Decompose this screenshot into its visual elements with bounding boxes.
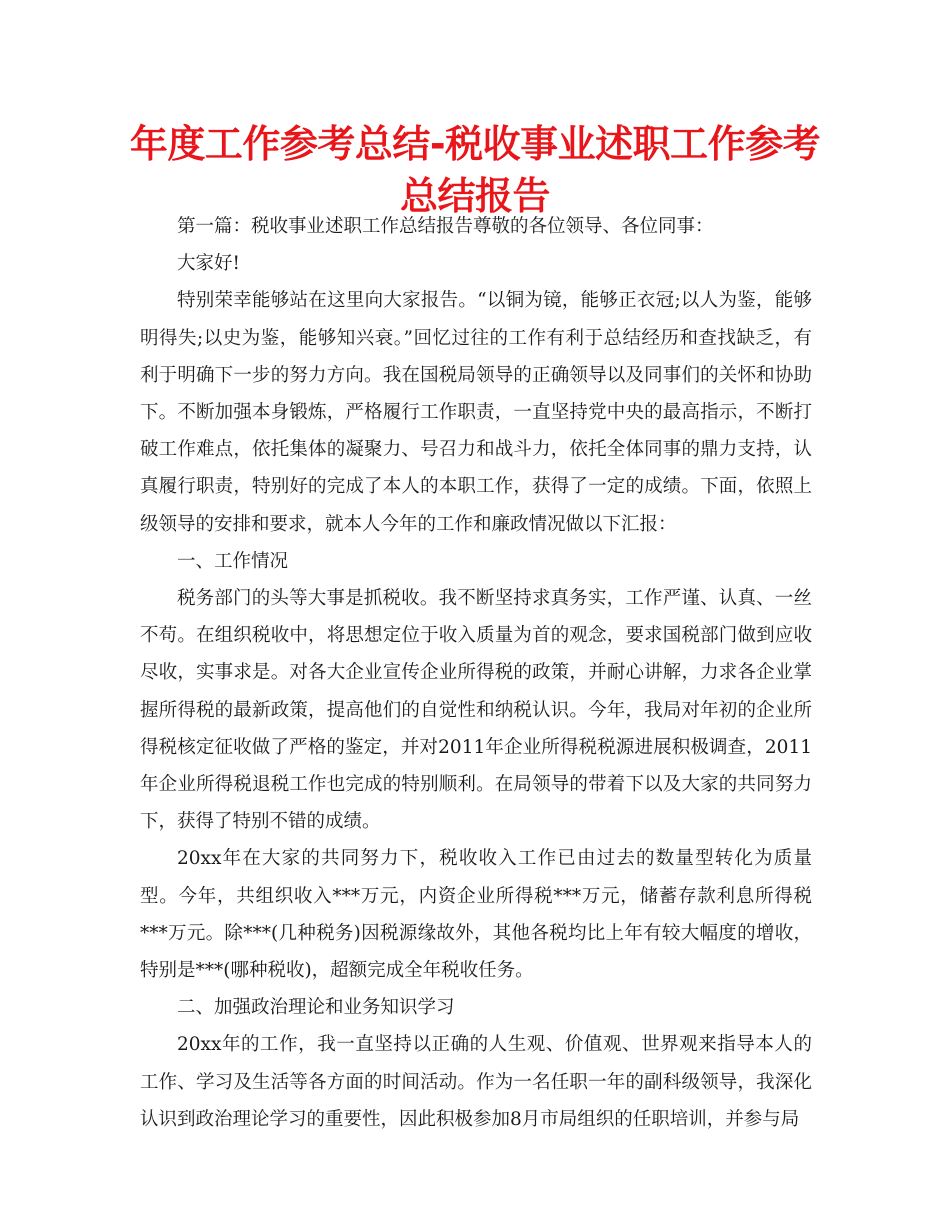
paragraph-tax-collection: 税务部门的头等大事是抓税收。我不断坚持求真务实，工作严谨、认真、一丝不苟。在组织税收中，将思想定位于收入质量为首的观念，要求国税部门做到应收尽收，实事求是。对各大企业宣传企业所得税的政策，并耐心讲解，力求各企业掌握所得税的最新政策，提高他们的自觉性和纳税认识。今年，我局对年初的企业所得税核定征收做了严格的鉴定，并对2011年企业所得税税源进展积极调查，2011年企业所得税退税工作也完成的特别顺利。在局领导的带着下以及大家的共同努力下，获得了特别不错的成绩。 (140, 588, 812, 833)
document-title: 年度工作参考总结-税收事业述职工作参考总结报告 (129, 122, 821, 218)
paragraph-greeting: 大家好! (177, 253, 240, 275)
paragraph-study: 20xx年的工作，我一直坚持以正确的人生观、价值观、世界观来指导本人的工作、学习及生活等各方面的时间活动。作为一名任职一年的副科级领导，我深化认识到政治理论学习的重要性，因此积极参加8月市局组织的任职培训，并参与局 (140, 1034, 812, 1130)
section-heading-work-situation: 一、工作情况 (177, 550, 289, 572)
section-heading-study: 二、加强政治理论和业务知识学习 (177, 997, 455, 1019)
paragraph-revenue-results: 20xx年在大家的共同努力下，税收收入工作已由过去的数量型转化为质量型。今年，共组织收入***万元，内资企业所得税***万元，储蓄存款利息所得税***万元。除***(几种税务)因税源缘故外，其他各税均比上年有较大幅度的增收，特别是***(哪种税收)，超额完成全年税收任务。 (140, 848, 812, 982)
paragraph-intro: 特别荣幸能够站在这里向大家报告。“以铜为镜，能够正衣冠;以人为鉴，能够明得失;以史为鉴，能够知兴衰。”回忆过往的工作有利于总结经历和查找缺乏，有利于明确下一步的努力方向。我在国税局领导的正确领导以及同事们的关怀和协助下。不断加强本身锻炼，严格履行工作职责，一直坚持党中央的最高指示，不断打破工作难点，依托集体的凝聚力、号召力和战斗力，依托全体同事的鼎力支持，认真履行职责，特别好的完成了本人的本职工作，获得了一定的成绩。下面，依照上级领导的安排和要求，就本人今年的工作和廉政情况做以下汇报： (140, 290, 812, 535)
paragraph-salutation: 第一篇：税收事业述职工作总结报告尊敬的各位领导、各位同事： (177, 216, 714, 237)
document-body (140, 208, 812, 1138)
